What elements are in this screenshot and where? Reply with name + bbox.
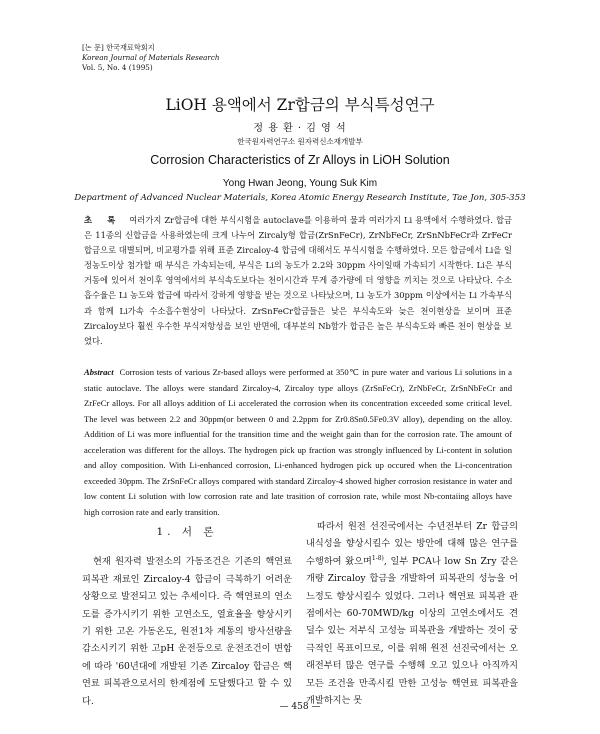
title-korean: LiOH 용액에서 Zr합금의 부식특성연구 <box>165 96 435 114</box>
intro-paragraph-2 <box>306 518 518 709</box>
page-number: — 458 — <box>279 702 321 712</box>
intro-paragraph-1: 현재 원자력 발전소의 가동조건은 기존의 핵연료 피복관 재료인 Zircaloy-4 합금이 극복하기 어려운 상황으로 발전되고 있는 추세이다. 즉 핵연료의 연소도를 증가시키기 위한 고연소도, 열효율을 향상시키기 위한 고온 가동온도, 원전1차 계통의 방사선량을 감소시키기 위한 고pH 운전등으로 운전조건이 변함에 따라 '60년대에 개발된 기존 Zircaloy 합금은 핵연료 피복관으로서의 한계점에 도달했다고 할 수 있다. <box>82 556 292 707</box>
abstract-english-text: Corrosion tests of various Zr-based alloys were performed at 350℃ in pure water and various Li solutions in a static autoclave. The alloys were standard Zircaloy-4, Zircaloy type alloys (ZrSnFeCr), ZrNbFeCr, ZrSnNbFeCr and ZrFeCr alloys. For all alloys addition of Li accelerated the corrosion when its concentration exceeded some critical level. The level was between 2.2 and 30ppm(or between 0 and 2.2ppm for Zr0.8Sn0.5Fe0.3V alloy), depending on the alloy. Addition of Li was more influential for the transition time and the weight gain than for the corrosion rate. The amount of acceleration was different for the alloys. The hydrogen pick up fraction was strongly influenced by Li-content in solution and alloy composition. With Li-enhanced corrosion, Li-enhanced hydrogen pick up occured when the Li-concentration exceeded 30ppm. The ZrSnFeCr alloys compared with standard Zircaloy-4 showed higher corrosion resistance in water and low content Li solution with low corrosion rate and late trasition of corrosion rate, while most Nb-contaiing alloys have high corrosion rate and early transition. <box>84 367 512 517</box>
abstract-english <box>84 365 512 520</box>
authors-english: Yong Hwan Jeong, Young Suk Kim <box>222 178 378 189</box>
title-english: Corrosion Characteristics of Zr Alloys in LiOH Solution <box>150 153 450 167</box>
intro-paragraph-2-part-b: , 일부 PCA나 low Sn Zry 같은 개량 Zircaloy 합금을 개발하여 피복관의 성능을 어느정도 향상시킬수 있었다. 그러나 핵연료 피복관 관점에서는 60-70MWD/kg 이상의 고연소에서도 견딜수 있는 저부식 고성능 피복관을 개발하는 것이 궁극적인 목표이므로, 이를 위해 원전 선진국에서는 오래전부터 많은 연구를 수행해 오고 있으나 아직까지 모든 조건을 만족시킬 만한 고성능 핵연료 피복관을 개발하지는 못 <box>306 555 518 707</box>
intro-paragraph-2-part-a: 따라서 원전 선진국에서는 수년전부터 Zr 합금의 내식성을 향상시킬수 있는 방안에 대해 많은 연구를 수행하여 왔으며 <box>306 521 518 567</box>
abstract-english-label: Abstract <box>84 367 114 377</box>
journal-name-ko: [논 문] 한국재료학회지 <box>82 43 155 52</box>
abstract-korean-text: 여러가지 Zr합금에 대한 부식시험을 autoclave를 이용하여 물과 여러가지 Li 용액에서 수행하였다. 합금은 11종의 신합금을 사용하였는데 크게 나누어 Zircaly형 합금(ZrSnFeCr), ZrNbFeCr, ZrSnNbFeCr과 ZrFeCr 합금으로 대별되며, 비교평가를 위해 표준 Zircaloy-4 합금에 대해서도 부식시험을 수행하였다. 모든 합금에서 Li을 일정농도이상 첨가할 때 부식은 가속되는데, 부식은 Li의 농도가 2.2와 30ppm 사이일때 가속되기 시작한다. Li은 부식거동에 있어서 천이후 영역에서의 부식속도보다는 천이시간과 무게 증가량에 더 영향을 끼치는 것으로 나타났다. 수소흡수율은 Li 농도와 합금에 따라서 강하게 영향을 받는 것으로 나타났으며, Li 농도가 30ppm 이상에서는 Li 가속부식과 함께 Li가속 수소흡수현상이 나타났다. ZrSnFeCr합금들은 낮은 부식속도와 늦은 천이현상을 보이며 표준 Zircaloy보다 훨씬 우수한 부식저항성을 보인 반면에, 대부분의 Nb함가 합금은 높은 부식속도와 빠른 천이 현상을 보였다. <box>84 215 512 346</box>
body-column-right <box>306 518 518 709</box>
section-heading-introduction: 1. 서 론 <box>156 526 218 538</box>
affiliation-english: Department of Advanced Nuclear Materials, Korea Atomic Energy Research Institute, Tae Jon, 305-353 <box>74 193 526 203</box>
journal-volume: Vol. 5, No. 4 (1995) <box>82 63 153 72</box>
abstract-korean <box>84 213 512 349</box>
affiliation-korean: 한국원자력연구소 원자력신소재개발부 <box>237 137 363 146</box>
journal-header <box>82 43 220 73</box>
reference-superscript: 1-8) <box>371 554 384 562</box>
body-column-left <box>82 520 292 710</box>
authors-korean: 정 용 환 · 김 영 석 <box>253 123 347 134</box>
abstract-korean-label: 초 록 <box>84 215 122 225</box>
journal-name-en: Korean Journal of Materials Research <box>82 53 220 62</box>
